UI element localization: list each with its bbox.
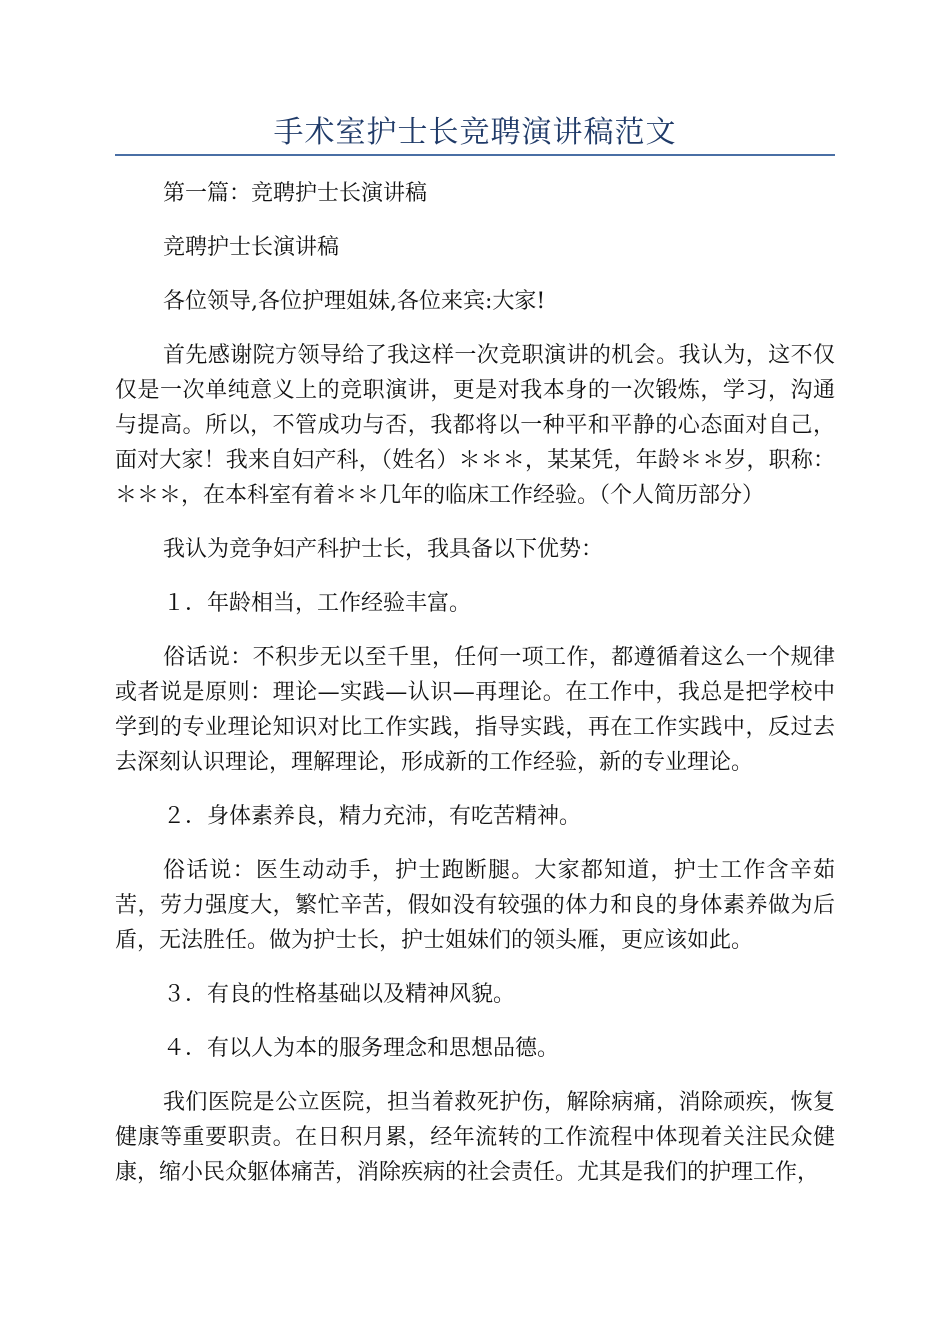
speech-title: 竞聘护士长演讲稿 xyxy=(163,235,340,260)
paragraph-stamina: 俗话说：医生动动手，护士跑断腿。大家都知道，护士工作含辛茹苦，劳力强度大，繁忙辛苦，假如没有较强的体力和良的身体素养做为后盾，无法胜任。做为护士长，护士姐妹们的领头雁，更应该如此。 xyxy=(115,858,835,953)
salutation: 各位领导,各位护理姐妹,各位来宾:大家! xyxy=(163,289,546,314)
section-heading: 第一篇：竞聘护士长演讲稿 xyxy=(163,181,428,206)
list-item-2: ２．身体素养良，精力充沛，有吃苦精神。 xyxy=(163,804,582,829)
title-underline xyxy=(115,154,835,156)
document-title: 手术室护士长竞聘演讲稿范文 xyxy=(273,115,677,150)
paragraph-introduction: 首先感谢院方领导给了我这样一次竞职演讲的机会。我认为，这不仅仅是一次单纯意义上的竞职演讲，更是对我本身的一次锻炼，学习，沟通与提高。所以，不管成功与否，我都将以一种平和平静的心态面对自己，面对大家！我来自妇产科，（姓名）＊＊＊，某某凭，年龄＊＊岁，职称：＊＊＊，在本科室有着＊＊几年的临床工作经验。（个人简历部分） xyxy=(115,343,835,508)
document-body xyxy=(115,176,835,1209)
paragraph-experience: 俗话说：不积步无以至千里，任何一项工作，都遵循着这么一个规律或者说是原则：理论—实践—认识—再理论。在工作中，我总是把学校中学到的专业理论知识对比工作实践，指导实践，再在工作实践中，反过去去深刻认识理论，理解理论，形成新的工作经验，新的专业理论。 xyxy=(115,645,835,775)
list-item-4: ４．有以人为本的服务理念和思想品德。 xyxy=(163,1036,560,1061)
list-item-3: ３．有良的性格基础以及精神风貌。 xyxy=(163,982,516,1007)
paragraph-advantages-lead: 我认为竞争妇产科护士长，我具备以下优势： xyxy=(163,537,604,562)
list-item-1: １．年龄相当，工作经验丰富。 xyxy=(163,591,472,616)
paragraph-hospital: 我们医院是公立医院，担当着救死护伤，解除病痛，消除顽疾，恢复健康等重要职责。在日积月累，经年流转的工作流程中体现着关注民众健康，缩小民众躯体痛苦，消除疾病的社会责任。尤其是我们的护理工作， xyxy=(115,1090,835,1185)
